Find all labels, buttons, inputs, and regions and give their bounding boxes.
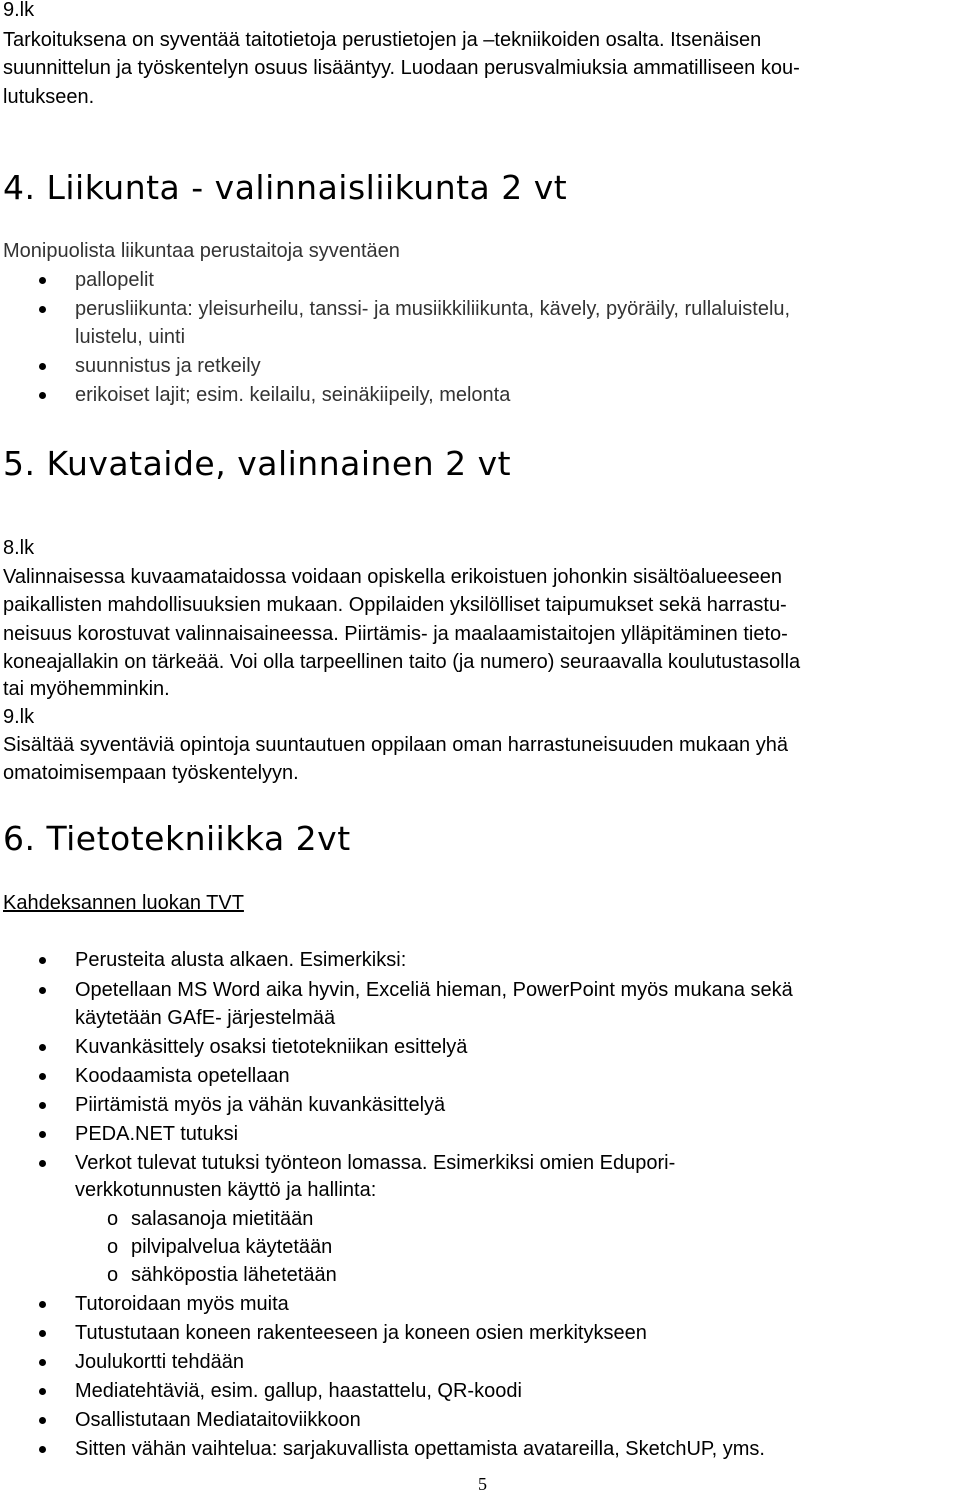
paragraph-line: omatoimisempaan työskentelyyn. bbox=[3, 762, 299, 784]
paragraph-line: lutukseen. bbox=[3, 86, 95, 108]
bullet-icon bbox=[39, 1446, 46, 1453]
subheading: Kahdeksannen luokan TVT bbox=[3, 892, 244, 914]
paragraph-line: paikallisten mahdollisuuksien mukaan. Oppilaiden yksilölliset taipumukset sekä harrastu- bbox=[3, 594, 787, 616]
circle-bullet-icon: o bbox=[107, 1264, 119, 1286]
paragraph-line: Valinnaisessa kuvaamataidossa voidaan opiskella erikoistuen johonkin sisältöalueeseen bbox=[3, 566, 783, 588]
circle-bullet-icon: o bbox=[107, 1208, 119, 1230]
paragraph-line: koneajallakin on tärkeää. Voi olla tarpeellinen taito (ja numero) seuraavalla koulutustasolla bbox=[3, 651, 801, 673]
bullet-icon bbox=[39, 1044, 46, 1051]
bullet-icon bbox=[39, 1359, 46, 1366]
section-intro: Monipuolista liikuntaa perustaitoja syventäen bbox=[3, 240, 400, 262]
bullet-icon bbox=[39, 1301, 46, 1308]
bullet-icon bbox=[39, 306, 46, 313]
bullet-icon bbox=[39, 957, 46, 964]
document-page: 9.lk Tarkoituksena on syventää taitotietoja perustietojen ja –tekniikoiden osalta. Itsenäisen suunnittelun ja työskentelyn osuus lisääntyy. Luodaan perusvalmiuksia ammatilliseen kou- lutukseen. 4. Liikunta - valinnaisliikunta 2 vt Monipuolista liikuntaa perustaitoja syventäen pallopelit perusliikunta: yleisurheilu, tanssi- ja musiikkiliikunta, kävely, pyöräily, rullaluistelu, luistelu, uinti suunnistus ja retkeily erikoiset lajit; esim. keilailu, seinäkiipeily, melonta 5. Kuvataide, valinnainen 2 vt 8.lk Valinnaisessa kuvaamataidossa voidaan opiskella erikoistuen johonkin sisältöalueeseen paikallisten mahdollisuuksien mukaan. Oppilaiden yksilölliset taipumukset sekä harrastu- neisuus korostuvat valinnaisaineessa. Piirtämis- ja maalaamistaitojen ylläpitäminen tieto- koneajallakin on tärkeää. Voi olla tarpeellinen taito (ja numero) seuraavalla koulutustasolla tai myöhemminkin. 9.lk Sisältää syventäviä opintoja suuntautuen oppilaan oman harrastuneisuuden mukaan yhä omatoimisempaan työskentelyyn. 6. Tietotekniikka 2vt Kahdeksannen luokan TVT Perusteita alusta alkaen. Esimerkiksi: Opetellaan MS Word aika hyvin, Exceliä hieman, PowerPoint myös mukana sekä käytetään GAfE- järjestelmää Kuvankäsittely osaksi tietotekniikan esittelyä Koodaamista opetellaan Piirtämistä myös ja vähän kuvankäsittelyä PEDA.NET tutuksi Verkot tulevat tutuksi työnteon lomassa. Esimerkiksi omien Edupori- verkkotunnusten käyttö ja hallinta: o salasanoja mietitään o pilvipalvelua käytetään o sähköpostia lähetetään Tutoroidaan myös muita Tutustutaan koneen rakenteeseen ja koneen osien merkitykseen Joulukortti tehdään Mediatehtäviä, esim. gallup, haastattelu, QR-koodi Osallistutaan Mediataitoviikkoon Sitten vähän vaihtelua: sarjakuvallista opettamista avatareilla, SketchUP, yms. 5 bbox=[0, 0, 960, 1494]
bullet-icon bbox=[39, 1330, 46, 1337]
bullet-icon bbox=[39, 987, 46, 994]
bullet-icon bbox=[39, 1131, 46, 1138]
grade-label: 9.lk bbox=[3, 0, 35, 21]
bullet-icon bbox=[39, 1102, 46, 1109]
grade-label: 8.lk bbox=[3, 537, 35, 559]
section-heading: 6. Tietotekniikka 2vt bbox=[3, 819, 351, 858]
paragraph-line: Tarkoituksena on syventää taitotietoja perustietojen ja –tekniikoiden osalta. Itsenäisen bbox=[3, 29, 762, 51]
paragraph-line: tai myöhemminkin. bbox=[3, 678, 170, 700]
bullet-icon bbox=[39, 1388, 46, 1395]
grade-label: 9.lk bbox=[3, 706, 35, 728]
bullet-icon bbox=[39, 1073, 46, 1080]
paragraph-line: neisuus korostuvat valinnaisaineessa. Piirtämis- ja maalaamistaitojen ylläpitäminen tieto- bbox=[3, 623, 788, 645]
circle-bullet-icon: o bbox=[107, 1236, 119, 1258]
bullet-icon bbox=[39, 392, 46, 399]
bullet-icon bbox=[39, 1160, 46, 1167]
bullet-icon bbox=[39, 363, 46, 370]
bullet-icon bbox=[39, 1417, 46, 1424]
page-number: 5 bbox=[478, 1474, 487, 1494]
bullet-icon bbox=[39, 277, 46, 284]
paragraph-line: suunnittelun ja työskentelyn osuus lisääntyy. Luodaan perusvalmiuksia ammatilliseen kou- bbox=[3, 57, 800, 79]
paragraph-line: Sisältää syventäviä opintoja suuntautuen oppilaan oman harrastuneisuuden mukaan yhä bbox=[3, 734, 788, 756]
section-heading: 5. Kuvataide, valinnainen 2 vt bbox=[3, 444, 512, 483]
section-heading: 4. Liikunta - valinnaisliikunta 2 vt bbox=[3, 168, 568, 207]
